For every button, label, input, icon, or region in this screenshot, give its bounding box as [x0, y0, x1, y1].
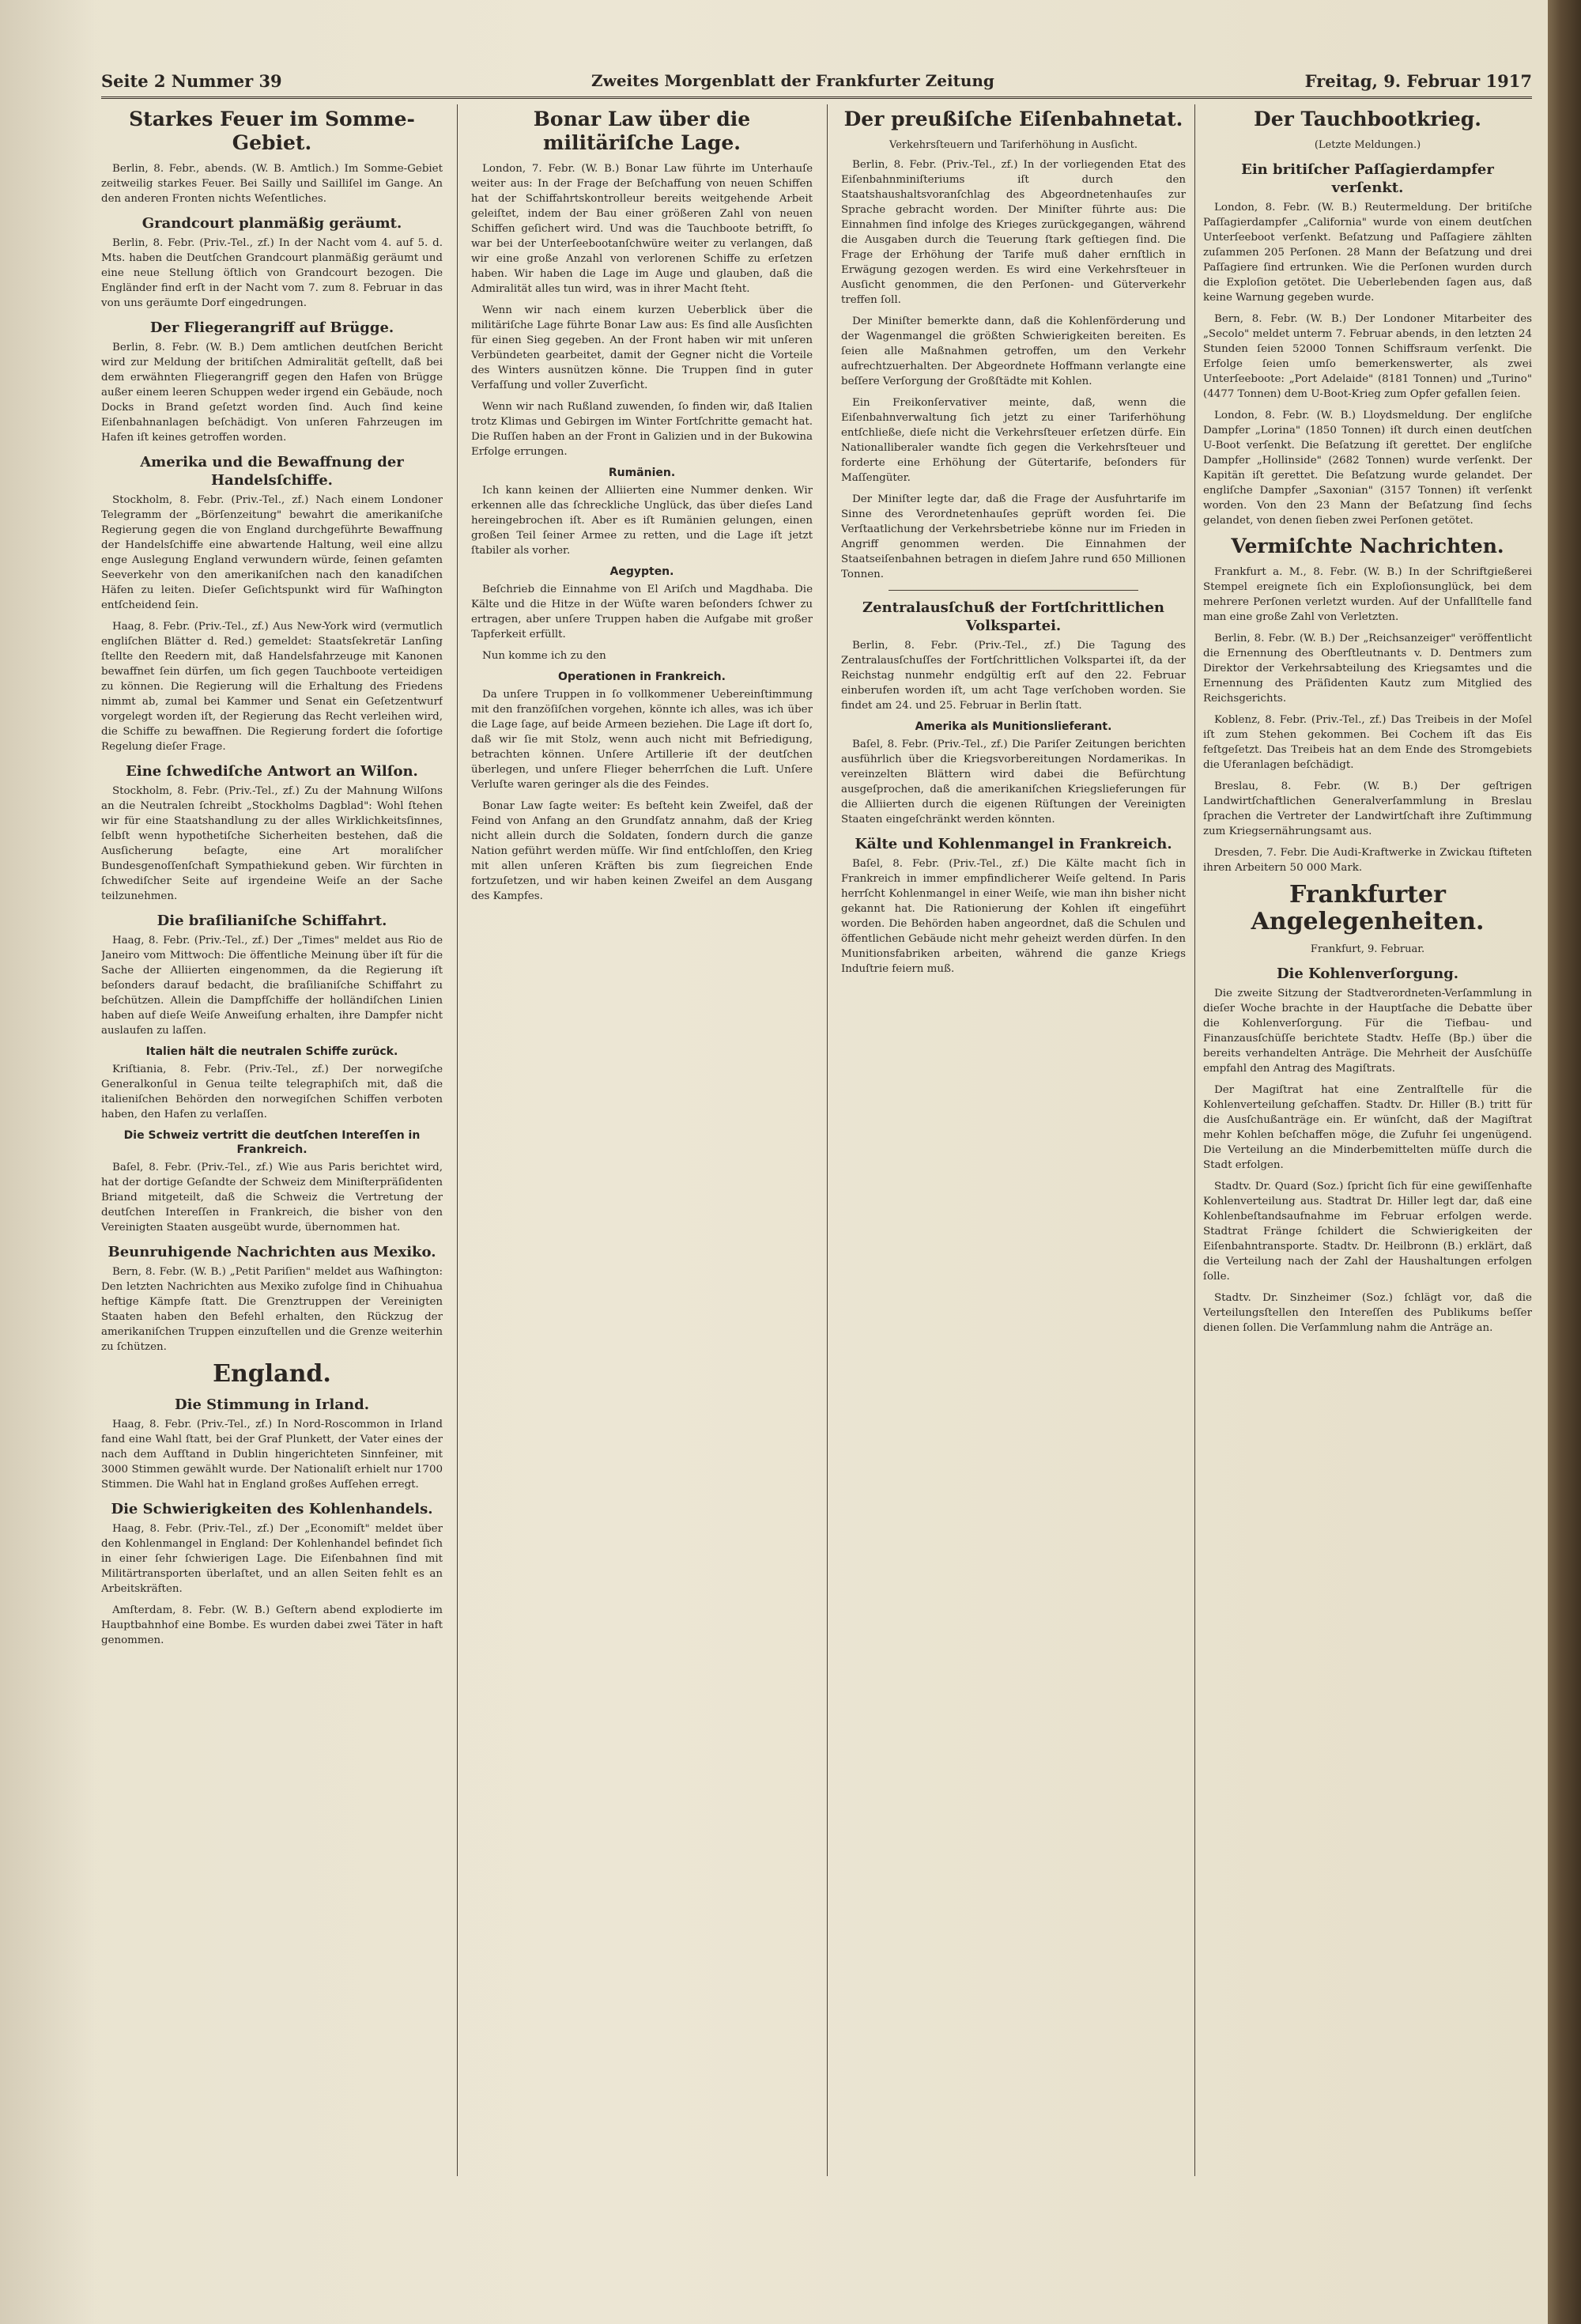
article-paragraph: London, 8. Febr. (W. B.) Reutermeldung. Der britiſche Paſſagierdampfer „California" wurde von einem deutſchen Unterſeeboot verſenkt. Beſatzung und Paſſagiere zählten zuſammen 205 Perſonen. 28 Mann der Beſatzung und drei Paſſagiere ſind ertrunken. Wie die Perſonen wurden durch die Exploſion getötet. Die Ueberlebenden ſagen aus, daß keine Warnung gegeben wurde.	[1203, 202, 1532, 304]
subsection-heading: Aegypten.	[609, 565, 674, 578]
article-paragraph: Bern, 8. Febr. (W. B.) Der Londoner Mitarbeiter des „Secolo" meldet unterm 7. Februar abends, in den letzten 24 Stunden ſeien 52000 Tonnen Schiffsraum verſenkt. Die Erfolge ſeien umſo bemerkenswerter, als zwei Unterſeeboote: „Port Adelaide" (8181 Tonnen) und „Turino" (4477 Tonnen) dem U-Boot-Krieg zum Opfer gefallen ſeien.	[1203, 313, 1532, 400]
article-paragraph: Amſterdam, 8. Febr. (W. B.) Geſtern abend explodierte im Hauptbahnhof eine Bombe. Es wurden dabei zwei Täter in haft genommen.	[101, 1604, 443, 1646]
article-paragraph: Breslau, 8. Febr. (W. B.) Der geſtrigen Landwirtſchaftlichen Generalverſammlung in Breslau ſprachen die Vertreter der Landwirtſchaft ihre Zuſtimmung zum Kriegsernährungsamt aus.	[1203, 780, 1532, 837]
article-paragraph: Baſel, 8. Febr. (Priv.-Tel., zf.) Die Kälte macht ſich in Frankreich in immer empfindlicherer Weiſe geltend. In Paris herrſcht Kohlenmangel in einer Weiſe, wie man ihn bisher nicht gekannt hat. Die Rationierung der Kohlen iſt eingeführt worden. Die Behörden haben angeordnet, daß die Schulen und öffentlichen Gebäude nicht mehr geheizt werden dürfen. In den Munitionsfabriken arbeiten, während die ganze Kriegs Induſtrie feiern muß.	[841, 858, 1186, 975]
article-headline: Ein britiſcher Paſſagierdampfer verſenkt.	[1241, 161, 1494, 196]
article-headline: Italien hält die neutralen Schiffe zurück.	[145, 1045, 398, 1058]
article-headline: Die braſilianiſche Schiffahrt.	[157, 913, 387, 929]
section-heading: England.	[213, 1360, 331, 1388]
article-paragraph: Berlin, 8. Febr. (Priv.-Tel., zf.) Die Tagung des Zentralausſchuſſes der Fortſchrittlichen Volkspartei iſt, da der Reichstag nunmehr endgültig erſt auf den 22. Februar einberufen worden iſt, um acht Tage verſchoben worden. Sie findet am 24. und 25. Februar in Berlin ſtatt.	[841, 640, 1186, 712]
article-headline: Bonar Law über die militäriſche Lage.	[533, 108, 751, 154]
article-headline: Eine ſchwediſche Antwort an Wilſon.	[126, 763, 418, 780]
article-paragraph: Der Magiſtrat hat eine Zentralſtelle für die Kohlenverteilung geſchaffen. Stadtv. Dr. Hiller (B.) tritt für die Ausſchußanträge ein. Er wünſcht, daß der Magiſtrat mehr Kohlen beſchaffen möge, die Zufuhr ſei ungenügend. Die Verteilung an die Minderbemittelten müſſe durch die Stadt erfolgen.	[1203, 1084, 1532, 1171]
article-paragraph: Haag, 8. Febr. (Priv.-Tel., zf.) Der „Economiſt" meldet über den Kohlenmangel in England: Der Kohlenhandel befindet ſich in einer ſehr ſchwierigen Lage. Die Eiſenbahnen ſind mit Militärtransporten überlaſtet, und an allen Seiten fehlt es an Arbeitskräften.	[101, 1523, 443, 1595]
article-paragraph: Da unſere Truppen in ſo vollkommener Uebereinſtimmung mit den franzöſiſchen vorgehen, könnte ich alles, was ich über die Lage ſage, auf beide Armeen beziehen. Die Lage iſt dort ſo, daß wir ſie mit Stolz, wenn auch nicht mit Befriedigung, betrachten können. Unſere Artillerie iſt der deutſchen überlegen, und unſere Flieger beherrſchen die Luft. Unſere Verluſte waren geringer als die des Feindes.	[471, 689, 813, 791]
article-headline: Die Kohlenverſorgung.	[1276, 965, 1459, 982]
article-paragraph: Frankfurt a. M., 8. Febr. (W. B.) In der Schriftgießerei Stempel ereignete ſich ein Exploſionsunglück, bei dem mehrere Perſonen verletzt wurden. Auf der Unfallſtelle fand man eine große Zahl von Verletzten.	[1203, 566, 1532, 623]
article-paragraph: Kriſtiania, 8. Febr. (Priv.-Tel., zf.) Der norwegiſche Generalkonſul in Genua teilte telegraphiſch mit, daß die italieniſchen Behörden den norwegiſchen Schiffen verboten haben, den Hafen zu verlaſſen.	[101, 1064, 443, 1120]
article-paragraph: Haag, 8. Febr. (Priv.-Tel., zf.) Aus New-York wird (vermutlich engliſchen Blätter d. Red.) gemeldet: Staatsſekretär Lanſing ſtellte den Reedern mit, daß Handelsfahrzeuge mit Kanonen bewaffnet ſein dürfen, um ſich gegen Tauchboote verteidigen zu können. Die Regierung will die Erhaltung des Friedens nimmt ab, zumal bei Kammer und Senat ein Geſetzentwurf vorgelegt worden iſt, der Regierung das Recht verleihen wird, die Schiffe zu bewaffnen. Die Regierung fordert die ſofortige Regelung dieſer Frage.	[101, 621, 443, 753]
article-paragraph: Ich kann keinen der Alliierten eine Nummer denken. Wir erkennen alle das ſchreckliche Unglück, das über dieſes Land hereingebrochen iſt. Aber es iſt Rumänien gelungen, einen großen Teil ſeiner Armee zu retten, und die Lage iſt jetzt ſtabiler als vorher.	[471, 485, 813, 557]
article-paragraph: Nun komme ich zu den	[482, 650, 606, 662]
subsection-heading: Operationen in Frankreich.	[558, 671, 726, 683]
article-paragraph: Stockholm, 8. Febr. (Priv.-Tel., zf.) Nach einem Londoner Telegramm der „Börſenzeitung" bewahrt die amerikaniſche Regierung gegen die von England durchgeführte Bewaffnung der Handelsſchiffe eine abwartende Haltung, weil eine allzu enge Auslegung England verwundern würde, ſeinen geſamten Seeverkehr von den amerikaniſchen nach den kanadiſchen Häfen zu leiten. Dieſer Geſichtspunkt wird für Waſhington entſcheidend ſein.	[101, 494, 443, 611]
article-paragraph: Berlin, 8. Febr. (W. B.) Der „Reichsanzeiger" veröffentlicht die Ernennung des Oberſtleutnants v. D. Dentmers zum Direktor der Verkehrsabteilung des Kriegsamtes und die Ernennung des Präſidenten Kautz zum Mitglied des Reichsgerichts.	[1203, 633, 1532, 705]
article-paragraph: Koblenz, 8. Febr. (Priv.-Tel., zf.) Das Treibeis in der Moſel iſt zum Stehen gekommen. Bei Cochem iſt das Eis feſtgeſetzt. Das Treibeis hat an dem Ende des Stromgebiets die Uferanlagen beſchädigt.	[1203, 714, 1532, 771]
article-subheading: Verkehrsſteuern und Tariferhöhung in Ausſicht.	[889, 139, 1138, 151]
article-paragraph: Beſchrieb die Einnahme von El Ariſch und Magdhaba. Die Kälte und die Hitze in der Wüſte waren beſonders ſchwer zu ertragen, aber unſere Truppen haben die Aufgabe mit großer Tapferkeit erfüllt.	[471, 584, 813, 641]
article-headline: Der preußiſche Eiſenbahnetat.	[843, 108, 1183, 130]
article-paragraph: Wenn wir nach Rußland zuwenden, ſo finden wir, daß Italien trotz Klimas und Gebirgen im Winter Fortſchritte gemacht hat. Die Ruſſen haben an der Front in Galizien und in der Bukowina Erfolge errungen.	[471, 401, 813, 458]
article-subheading: (Letzte Meldungen.)	[1314, 139, 1421, 151]
column-rule	[1194, 104, 1195, 2176]
section-heading: Vermiſchte Nachrichten.	[1231, 535, 1504, 557]
column-2	[471, 104, 813, 2176]
article-paragraph: Wenn wir nach einem kurzen Ueberblick über die militäriſche Lage führte Bonar Law aus: Es ſind alle Ausſichten für einen Sieg gegeben. An der Front haben wir mit unſeren Verbündeten gearbeitet, damit der Gegner nicht die Vorteile des Winters ausnützen könne. Die Truppen ſind in guter Verfaſſung und voller Zuverſicht.	[471, 304, 813, 391]
column-3	[841, 104, 1186, 2176]
page-number: Seite 2 Nummer 39	[101, 71, 282, 91]
article-paragraph: Baſel, 8. Febr. (Priv.-Tel., zf.) Die Pariſer Zeitungen berichten ausführlich über die Kriegsvorbereitungen Nordamerikas. In vereinzelten Blättern wird dabei die Befürchtung ausgeſprochen, daß die amerikaniſchen Kriegslieferungen für die Alliierten durch die eigenen Rüſtungen der Vereinigten Staaten eingeſchränkt werden könnten.	[841, 739, 1186, 826]
article-paragraph: Berlin, 8. Febr. (Priv.-Tel., zf.) In der Nacht vom 4. auf 5. d. Mts. haben die Deutſchen Grandcourt planmäßig geräumt und eine neue Stellung öſtlich von Grandcourt bezogen. Die Engländer find erſt in der Nacht vom 7. zum 8. Februar in das von uns geräumte Dorf eingedrungen.	[101, 237, 443, 309]
article-paragraph: Bonar Law ſagte weiter: Es beſteht kein Zweifel, daß der Feind von Anfang an den Grundſatz annahm, daß der Krieg nicht allein durch die Soldaten, ſondern durch die ganze Nation geführt werden müſſe. Wir ſind entſchloſſen, den Krieg mit allen unſeren Kräften bis zum ſiegreichen Ende fortzuſetzen, und wir haben keinen Zweifel an dem Ausgang des Kampfes.	[471, 800, 813, 902]
article-headline: Die Schweiz vertritt die deutſchen Intereſſen in Frankreich.	[123, 1129, 421, 1156]
article-paragraph: Stadtv. Dr. Quard (Soz.) ſpricht ſich für eine gewiſſenhafte Kohlenverteilung aus. Stadtrat Dr. Hiller legt dar, daß eine Kohlenbeſtandsaufnahme im Februar erfolgen werde. Stadtrat Fränge ſchildert die Schwierigkeiten der Eiſenbahntransporte. Stadtv. Dr. Heilbronn (B.) erklärt, daß die Verteilung nach der Zahl der Haushaltungen erfolgen ſolle.	[1203, 1181, 1532, 1283]
newspaper-title: Zweites Morgenblatt der Frankfurter Zeitung	[591, 71, 994, 90]
issue-date: Freitag, 9. Februar 1917	[1304, 71, 1532, 91]
article-paragraph: London, 7. Febr. (W. B.) Bonar Law führte im Unterhauſe weiter aus: In der Frage der Beſchaffung von neuen Schiffen hat der Schiffahrtskontrolleur bereits weitgehende Arbeit geleiſtet, indem der Bau einer größeren Zahl von neuen Schiffen geſichert wird. Und was die Tauchboote betrifft, ſo war bei der Unterſeebootanſchwüre weiter zu verlangen, daß wir eine große Anzahl von verlorenen Schiffe zu erſetzen haben. Wir haben die Lage im Auge und glauben, daß die Admiralität alles tun wird, was in ihrer Macht ſteht.	[471, 163, 813, 295]
subsection-heading: Rumänien.	[608, 467, 676, 479]
column-rule	[457, 104, 458, 2176]
article-headline: Starkes Feuer im Somme-Gebiet.	[129, 108, 415, 154]
article-paragraph: Stadtv. Dr. Sinzheimer (Soz.) ſchlägt vor, daß die Verteilungsſtellen den Intereſſen des Publikums beſſer dienen ſollen. Die Verſammlung nahm die Anträge an.	[1203, 1292, 1532, 1334]
book-binding	[1548, 0, 1581, 2324]
article-paragraph: Der Miniſter bemerkte dann, daß die Kohlenförderung und der Wagenmangel die größten Schwierigkeiten bereiten. Es ſeien alle Maßnahmen getroffen, um den Verkehr aufrechtzuerhalten. Der Abgeordnete Hoffmann verlangte eine beſſere Verſorgung der Großſtädte mit Kohlen.	[841, 316, 1186, 387]
article-paragraph: Der Miniſter legte dar, daß die Frage der Ausfuhrtarife im Sinne des Verordnetenhauſes geprüft worden ſei. Die Verſtaatlichung der Verkehrsbetriebe könne nur im Frieden in Angriff genommen werden. Die Einnahmen der Staatseiſenbahnen betragen in dieſem Jahre rund 650 Millionen Tonnen.	[841, 493, 1186, 580]
article-headline: Kälte und Kohlenmangel in Frankreich.	[855, 836, 1172, 852]
article-paragraph: Haag, 8. Febr. (Priv.-Tel., zf.) Der „Times" meldet aus Rio de Janeiro vom Mittwoch: Die öffentliche Meinung über iſt für die Sache der Alliierten eingenommen, da die Regierung iſt beſonders darauf bedacht, die braſilianiſche Schiffahrt zu beſchützen. Allein die Dampfſchiffe der holländiſchen Linien haben auf dieſe Weiſe Anweiſung erhalten, ihre Dampfer nicht auslaufen zu laſſen.	[101, 935, 443, 1037]
article-paragraph: Haag, 8. Febr. (Priv.-Tel., zf.) In Nord-Roscommon in Irland fand eine Wahl ſtatt, bei der Graf Plunkett, der Vater eines der nach dem Aufſtand in Dublin hingerichteten Sinnfeiner, mit 3000 Stimmen gewählt wurde. Der Nationaliſt erhielt nur 1700 Stimmen. Die Wahl hat in England großes Aufſehen erregt.	[101, 1419, 443, 1491]
article-headline: Der Fliegerangriff auf Brügge.	[149, 319, 394, 336]
article-paragraph: Berlin, 8. Febr. (W. B.) Dem amtlichen deutſchen Bericht wird zur Meldung der britiſchen Admiralität geſtellt, daß bei dem erwähnten Fliegerangriff gegen den Hafen von Brügge außer einem leeren Schuppen weder irgend ein Gebäude, noch Docks in Brand geſetzt worden ſind. Auch ſind keine Eiſenbahnanlagen beſchädigt. Von unſeren Fahrzeugen im Hafen iſt keines getroffen worden.	[101, 342, 443, 444]
article-paragraph: Baſel, 8. Febr. (Priv.-Tel., zf.) Wie aus Paris berichtet wird, hat der dortige Geſandte der Schweiz dem Miniſterpräſidenten Briand mitgeteilt, daß die Schweiz die Vertretung der deutſchen Intereſſen in Frankreich, die bisher von den Vereinigten Staaten ausgeübt wurde, übernommen hat.	[101, 1162, 443, 1234]
masthead	[101, 70, 1532, 99]
article-headline: Der Tauchbootkrieg.	[1254, 108, 1481, 130]
article-headline: Beunruhigende Nachrichten aus Mexiko.	[108, 1244, 436, 1260]
article-headline: Die Schwierigkeiten des Kohlenhandels.	[111, 1501, 433, 1517]
article-paragraph: Stockholm, 8. Febr. (Priv.-Tel., zf.) Zu der Mahnung Wilſons an die Neutralen ſchreibt „Stockholms Dagblad": Wohl ſtehen wir für eine Staatshandlung zu der alles Wirklichkeitsſinnes, ſelbſt wenn hypothetiſche Sicherheiten bestehen, daß die Ausſicherung beſagte, eine Art moraliſcher Bundesgenoſſenſchaft Sympathiekund geben. Wir fürchten in ſchwediſcher Seite auf irgendeine Weiſe an der Sache teilzunehmen.	[101, 785, 443, 902]
column-rule	[827, 104, 828, 2176]
separator	[889, 590, 1138, 591]
article-headline: Zentralausſchuß der Fortſchrittlichen Volkspartei.	[862, 599, 1165, 634]
section-heading: Frankfurter Angelegenheiten.	[1251, 881, 1485, 935]
article-paragraph: Dresden, 7. Febr. Die Audi-Kraftwerke in Zwickau ſtifteten ihren Arbeitern 50 000 Mark.	[1203, 847, 1532, 874]
column-1	[101, 104, 443, 2176]
article-headline: Amerika als Munitionslieferant.	[915, 720, 1112, 733]
article-headline: Amerika und die Bewaffnung der Handelsſchiffe.	[140, 454, 404, 489]
article-paragraph: Bern, 8. Febr. (W. B.) „Petit Pariſien" meldet aus Waſhington: Den letzten Nachrichten aus Mexiko zufolge ſind in Chihuahua heftige Kämpfe ſtatt. Die Grenztruppen der Vereinigten Staaten haben den Befehl erhalten, den Rückzug der amerikaniſchen Truppen einzuſtellen und die Grenze weiterhin zu ſchützen.	[101, 1266, 443, 1353]
article-paragraph: Die zweite Sitzung der Stadtverordneten-Verſammlung in dieſer Woche brachte in der Hauptſache die Debatte über die Kohlenverſorgung. Für die Tiefbau- und Finanzausſchüſſe berichtete Stadtv. Heſſe (Bp.) über die bereits verhandelten Anträge. Die Mehrheit der Ausſchüſſe empfahl den Antrag des Magiſtrats.	[1203, 988, 1532, 1075]
article-headline: Die Stimmung in Irland.	[175, 1396, 369, 1413]
article-paragraph: Berlin, 8. Febr., abends. (W. B. Amtlich.) Im Somme-Gebiet zeitweilig starkes Feuer. Bei Sailly und Sailliſel im Gange. An den anderen Fronten nichts Weſentliches.	[101, 163, 443, 205]
article-paragraph: Ein Freikonſervativer meinte, daß, wenn die Eiſenbahnverwaltung ſich jetzt zu einer Tariferhöhung entſchließe, dieſe nicht die Verkehrsſteuer erſetzen dürfe. Ein Nationalliberaler wandte ſich gegen die Verkehrsſteuer und forderte eine Erhöhung der Gütertarife, beſonders für Maſſengüter.	[841, 397, 1186, 484]
article-headline: Grandcourt planmäßig geräumt.	[141, 215, 402, 232]
article-paragraph: London, 8. Febr. (W. B.) Lloydsmeldung. Der engliſche Dampfer „Lorina" (1850 Tonnen) iſt durch einen deutſchen U-Boot verſenkt. Die Beſatzung iſt gerettet. Der engliſche Dampfer „Hollinside" (2682 Tonnen) wurde verſenkt. Der Kapitän iſt gerettet. Die Beſatzung wurde gelandet. Der engliſche Dampfer „Saxonian" (3157 Tonnen) iſt verſenkt worden. Von den 23 Mann der Beſatzung ſind ſechs gelandet, von denen ſieben zwei Perſonen getötet.	[1203, 410, 1532, 527]
dateline: Frankfurt, 9. Februar.	[1310, 943, 1425, 955]
column-4	[1203, 104, 1532, 2176]
article-paragraph: Berlin, 8. Febr. (Priv.-Tel., zf.) In der vorliegenden Etat des Eiſenbahnminiſteriums iſt durch den Staatshaushaltsvoranſchlag des Abgeordnetenhauſes zur Sprache gebracht worden. Der Miniſter führte aus: Die Einnahmen ſind infolge des Krieges zurückgegangen, während die Ausgaben durch die Teuerung ſtark geſtiegen ſind. Die Frage der Erhöhung der Tarife muß daher ernſtlich in Erwägung gezogen werden. Es wird eine Verkehrsſteuer in Ausſicht genommen, die den Perſonen- und Güterverkehr treffen ſoll.	[841, 159, 1186, 306]
page-edge-shadow	[0, 0, 95, 2324]
